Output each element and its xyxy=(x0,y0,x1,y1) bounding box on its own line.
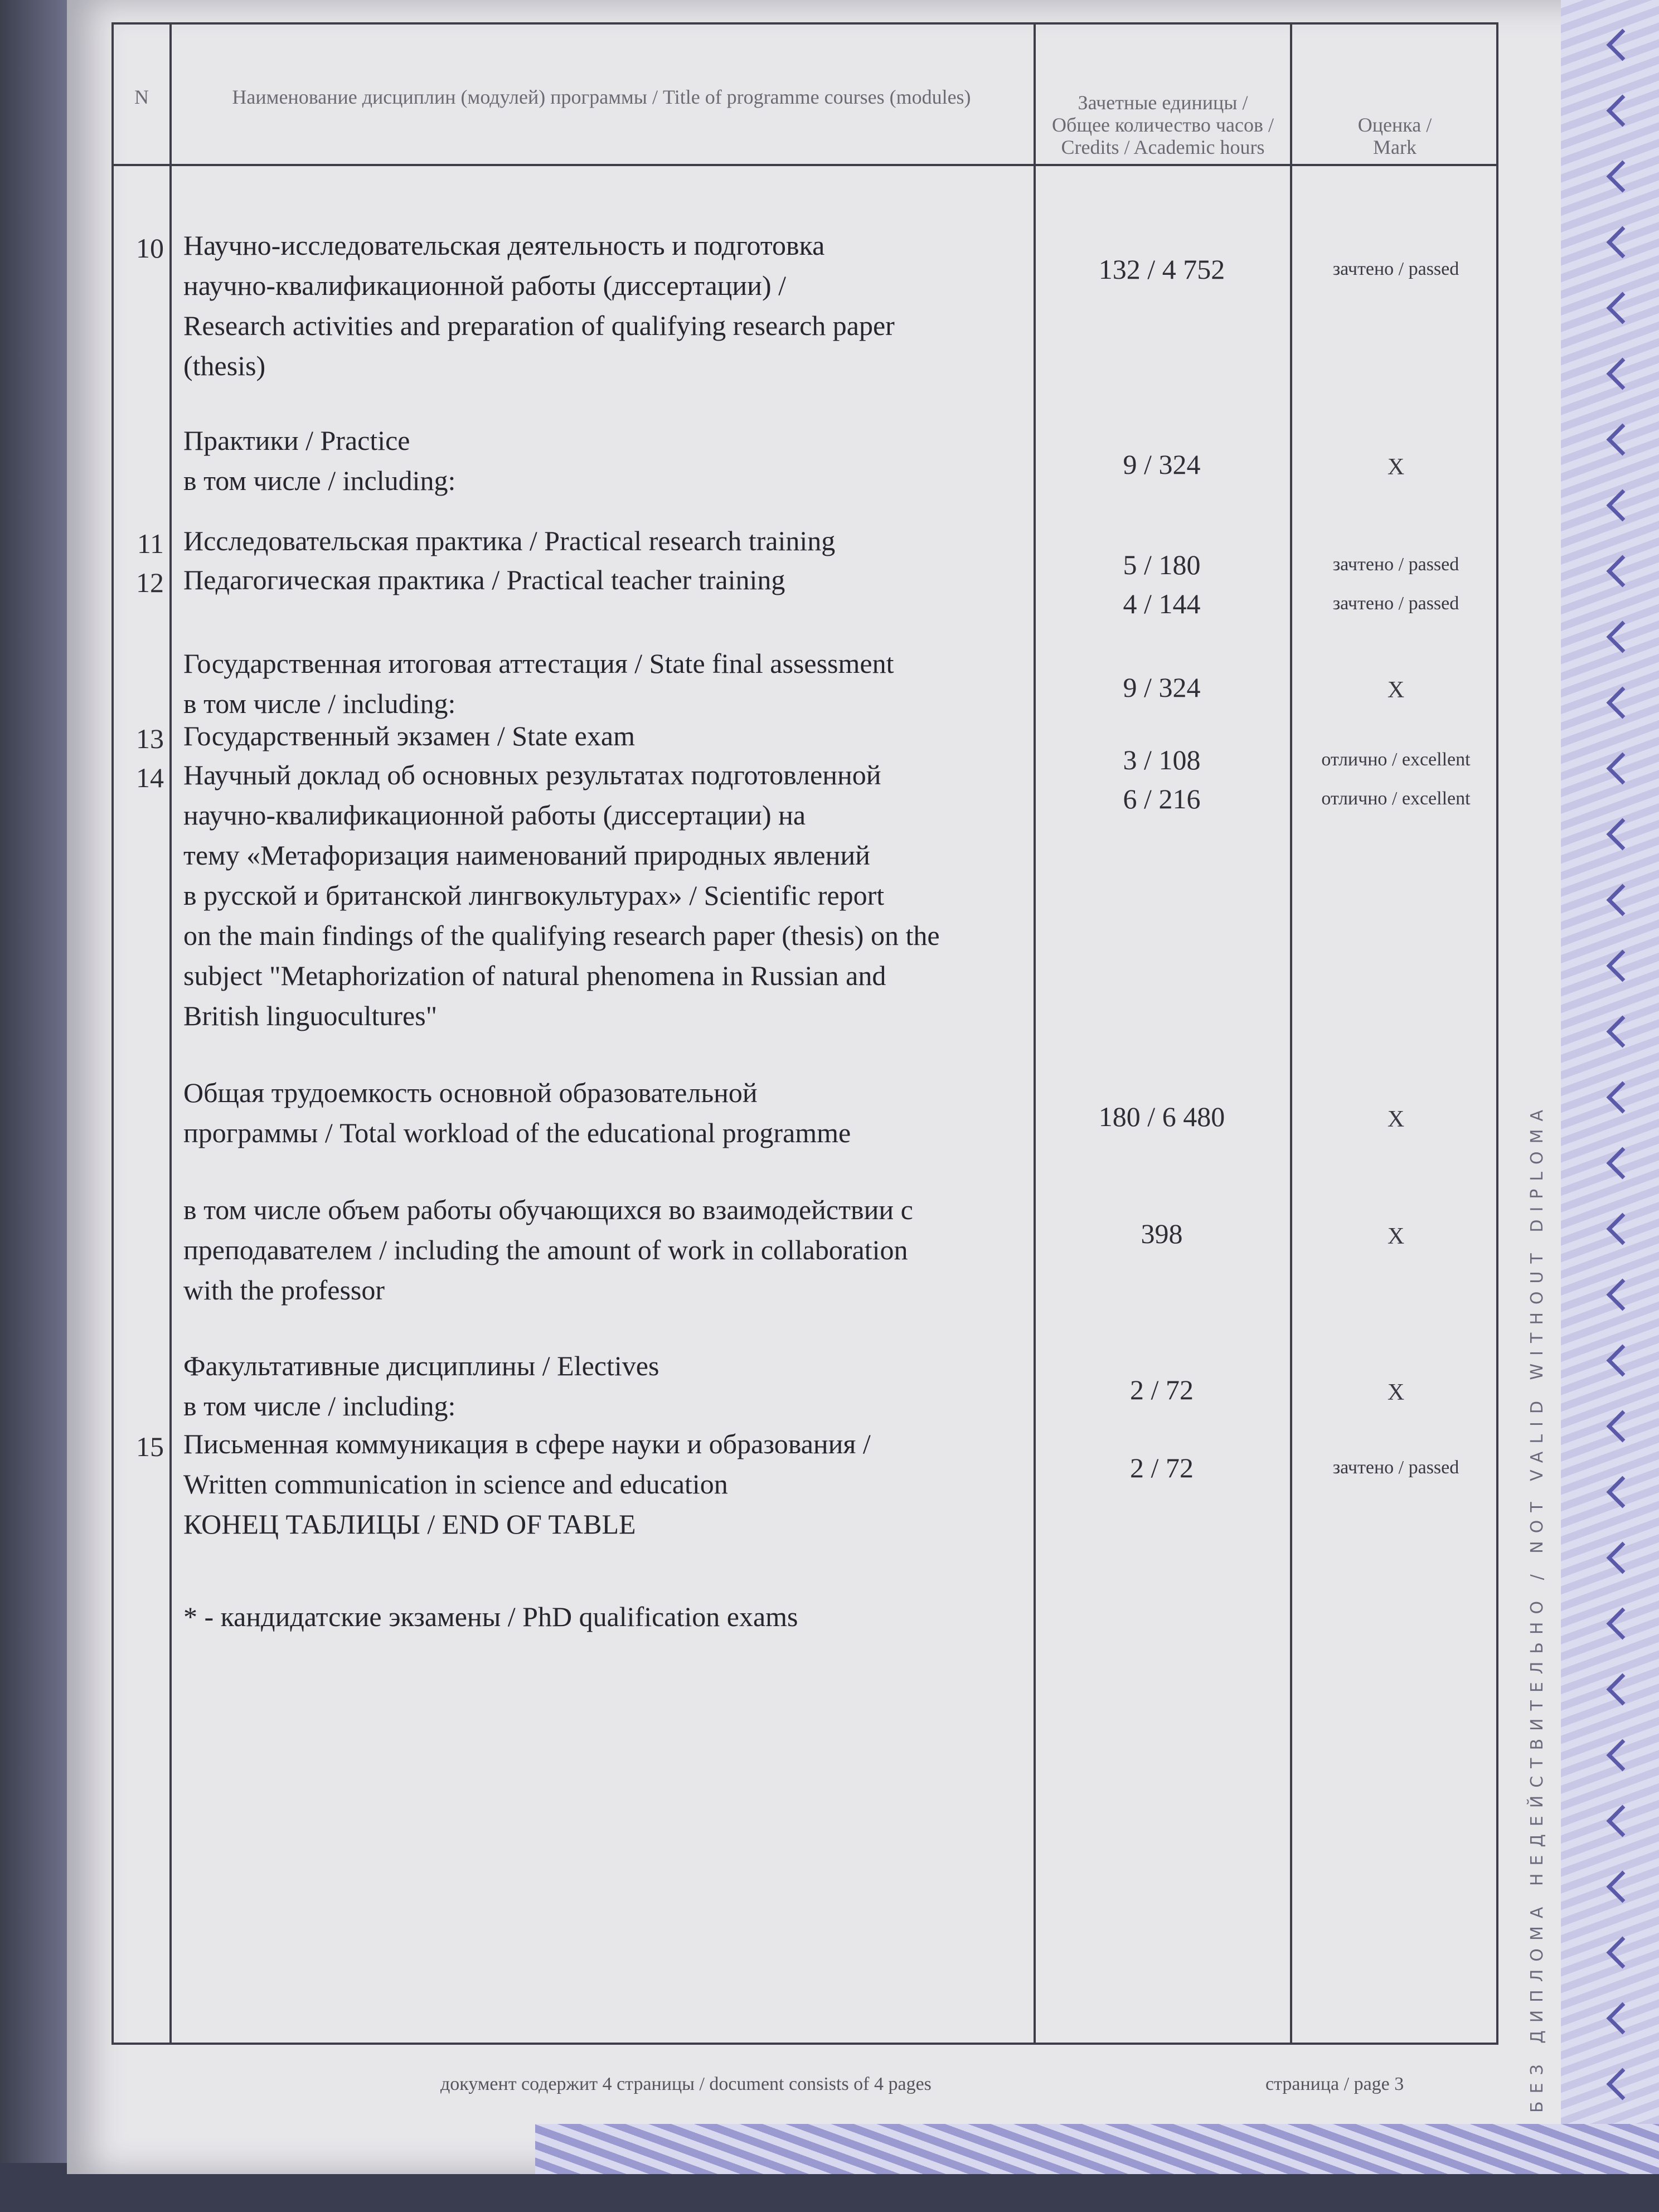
chevron-ornament-icon xyxy=(1607,1805,1639,1837)
mark-value: X xyxy=(1387,677,1405,703)
course-title xyxy=(183,1597,1053,1637)
course-title-line: в том числе / including: xyxy=(183,465,456,496)
chevron-ornament-icon xyxy=(1607,1673,1639,1706)
decorative-border-bottom xyxy=(535,2124,1659,2174)
row-number: 11 xyxy=(137,528,164,559)
mark-value: X xyxy=(1387,1224,1405,1249)
column-divider xyxy=(169,25,172,2043)
course-title xyxy=(183,1346,1053,1426)
credits-value: 398 xyxy=(1141,1218,1183,1249)
credits-value: 132 / 4 752 xyxy=(1098,254,1225,285)
course-title-line: Практики / Practice xyxy=(183,425,410,456)
course-title-line: тему «Метафоризация наименований природных явлений xyxy=(183,840,870,871)
chevron-ornament-icon xyxy=(1607,818,1639,851)
chevron-ornament-icon xyxy=(1607,95,1639,127)
course-title-line: with the professor xyxy=(183,1274,385,1306)
course-title-line: научно-квалификационной работы (диссертации) / xyxy=(183,270,786,301)
row-number: 10 xyxy=(136,232,164,264)
chevron-ornament-icon xyxy=(1607,621,1639,653)
credits-value: 4 / 144 xyxy=(1123,588,1201,619)
column-divider xyxy=(1290,25,1292,2043)
mark-value: зачтено / passed xyxy=(1332,259,1459,279)
course-title-line: КОНЕЦ ТАБЛИЦЫ / END OF TABLE xyxy=(183,1508,636,1540)
chevron-ornament-icon xyxy=(1607,1081,1639,1114)
course-title-line: Research activities and preparation of qualifying research paper xyxy=(183,310,895,341)
header-mark-line: Mark xyxy=(1373,136,1417,158)
chevron-ornament-icon xyxy=(1607,1410,1639,1443)
chevron-ornament-icon xyxy=(1607,2068,1639,2101)
header-credits-line: Общее количество часов / xyxy=(1052,114,1274,136)
course-title-line: Общая трудоемкость основной образовательной xyxy=(183,1077,758,1108)
chevron-ornament-icon xyxy=(1607,1739,1639,1772)
chevron-ornament-icon xyxy=(1607,489,1639,522)
course-title-line: British linguocultures" xyxy=(183,1000,438,1031)
course-title xyxy=(183,716,1053,756)
credits-value: 5 / 180 xyxy=(1123,549,1201,580)
header-col-title: Наименование дисциплин (модулей) программы / Title of programme courses (modules) xyxy=(232,86,971,108)
decorative-border-right xyxy=(1561,0,1659,2174)
row-number: 14 xyxy=(136,762,164,793)
mark-value: зачтено / passed xyxy=(1332,1457,1459,1478)
credits-value: 9 / 324 xyxy=(1123,672,1201,703)
course-title-line: Исследовательская практика / Practical research training xyxy=(183,525,836,556)
course-title-line: программы / Total workload of the educational programme xyxy=(183,1117,851,1148)
chevron-ornament-icon xyxy=(1607,1608,1639,1640)
mark-value: X xyxy=(1387,1380,1405,1405)
credits-value: 2 / 72 xyxy=(1130,1374,1194,1405)
course-title xyxy=(183,755,1053,1036)
course-title-line: в том числе / including: xyxy=(183,688,456,719)
chevron-ornament-icon xyxy=(1607,1871,1639,1903)
chevron-ornament-icon xyxy=(1607,1476,1639,1508)
credits-value: 180 / 6 480 xyxy=(1098,1101,1225,1132)
course-title-line: Written communication in science and education xyxy=(183,1468,728,1500)
chevron-ornament-icon xyxy=(1607,884,1639,916)
course-title-line: Письменная коммуникация в сфере науки и образования / xyxy=(183,1428,871,1459)
header-col-mark xyxy=(1293,114,1496,158)
course-title xyxy=(183,560,1053,600)
header-col-credits xyxy=(1037,91,1289,158)
chevron-ornament-icon xyxy=(1607,358,1639,390)
mark-value: X xyxy=(1387,454,1405,480)
course-title xyxy=(183,225,1053,386)
header-divider xyxy=(114,164,1496,166)
course-title xyxy=(183,643,1053,724)
chevron-ornament-icon xyxy=(1607,1345,1639,1377)
chevron-ornament-icon xyxy=(1607,555,1639,588)
course-title-line: в том числе объем работы обучающихся во взаимодействии с xyxy=(183,1194,913,1225)
course-title-line: Научный доклад об основных результатах подготовленной xyxy=(183,759,881,790)
course-title-line: (thesis) xyxy=(183,350,266,381)
chevron-ornament-icon xyxy=(1607,424,1639,456)
chevron-ornament-icon xyxy=(1607,1937,1639,1969)
course-title-line: преподавателем / including the amount of work in collaboration xyxy=(183,1234,908,1265)
mark-value: зачтено / passed xyxy=(1332,593,1459,614)
course-title-line: subject "Metaphorization of natural phenomena in Russian and xyxy=(183,960,886,991)
chevron-ornament-icon xyxy=(1607,687,1639,719)
chevron-ornament-icon xyxy=(1607,753,1639,785)
course-title xyxy=(183,1073,1053,1153)
row-number: 15 xyxy=(136,1431,164,1462)
course-title-line: Факультативные дисциплины / Electives xyxy=(183,1350,659,1381)
course-title-line: Государственный экзамен / State exam xyxy=(183,720,635,751)
credits-value: 6 / 216 xyxy=(1123,783,1201,814)
credits-value: 9 / 324 xyxy=(1123,449,1201,480)
course-title-line: * - кандидатские экзамены / PhD qualification exams xyxy=(183,1601,798,1632)
course-title-line: Научно-исследовательская деятельность и подготовка xyxy=(183,230,825,261)
chevron-ornament-icon xyxy=(1607,950,1639,982)
chevron-ornament-icon xyxy=(1607,292,1639,324)
chevron-ornament-icon xyxy=(1607,1213,1639,1245)
credits-value: 2 / 72 xyxy=(1130,1452,1194,1483)
footer-page-number: страница / page 3 xyxy=(1265,2074,1404,2094)
chevron-ornament-icon xyxy=(1607,2002,1639,2035)
chevron-ornament-icon xyxy=(1607,1147,1639,1180)
chevron-ornament-icon xyxy=(1607,1016,1639,1048)
course-title-line: Педагогическая практика / Practical teacher training xyxy=(183,564,785,595)
chevron-ornament-icon xyxy=(1607,29,1639,61)
footer-page-count: документ содержит 4 страницы / document consists of 4 pages xyxy=(440,2074,932,2094)
chevron-ornament-icon xyxy=(1607,226,1639,259)
row-number: 13 xyxy=(136,723,164,754)
header-mark-line: Оценка / xyxy=(1357,114,1432,136)
course-title-line: в том числе / including: xyxy=(183,1390,456,1422)
course-title-line: Государственная итоговая аттестация / State final assessment xyxy=(183,648,894,679)
course-title-line: научно-квалификационной работы (диссертации) на xyxy=(183,799,806,831)
chevron-ornament-icon xyxy=(1607,1542,1639,1574)
course-title xyxy=(183,1190,1053,1310)
mark-value: отлично / excellent xyxy=(1321,749,1471,770)
header-credits-line: Credits / Academic hours xyxy=(1061,136,1265,158)
credits-value: 3 / 108 xyxy=(1123,744,1201,775)
course-title xyxy=(183,521,1053,561)
grades-table xyxy=(111,22,1498,2045)
course-title xyxy=(183,420,1053,501)
chevron-ornament-icon xyxy=(1607,1279,1639,1311)
chevron-ornament-icon xyxy=(1607,161,1639,193)
course-title-line: on the main findings of the qualifying research paper (thesis) on the xyxy=(183,920,940,951)
course-title xyxy=(183,1424,1053,1544)
side-watermark-text: БЕЗ ДИПЛОМА НЕДЕЙСТВИТЕЛЬНО / NOT VALID WITHOUT DIPLOMA xyxy=(1527,1102,1547,2113)
course-title-line: в русской и британской лингвокультурах» / Scientific report xyxy=(183,880,885,911)
mark-value: отлично / excellent xyxy=(1321,788,1471,809)
row-number: 12 xyxy=(136,567,164,598)
mark-value: X xyxy=(1387,1107,1405,1132)
background-left xyxy=(0,0,67,2212)
header-col-n: N xyxy=(134,86,149,108)
header-credits-line: Зачетные единицы / xyxy=(1078,91,1248,114)
mark-value: зачтено / passed xyxy=(1332,554,1459,575)
